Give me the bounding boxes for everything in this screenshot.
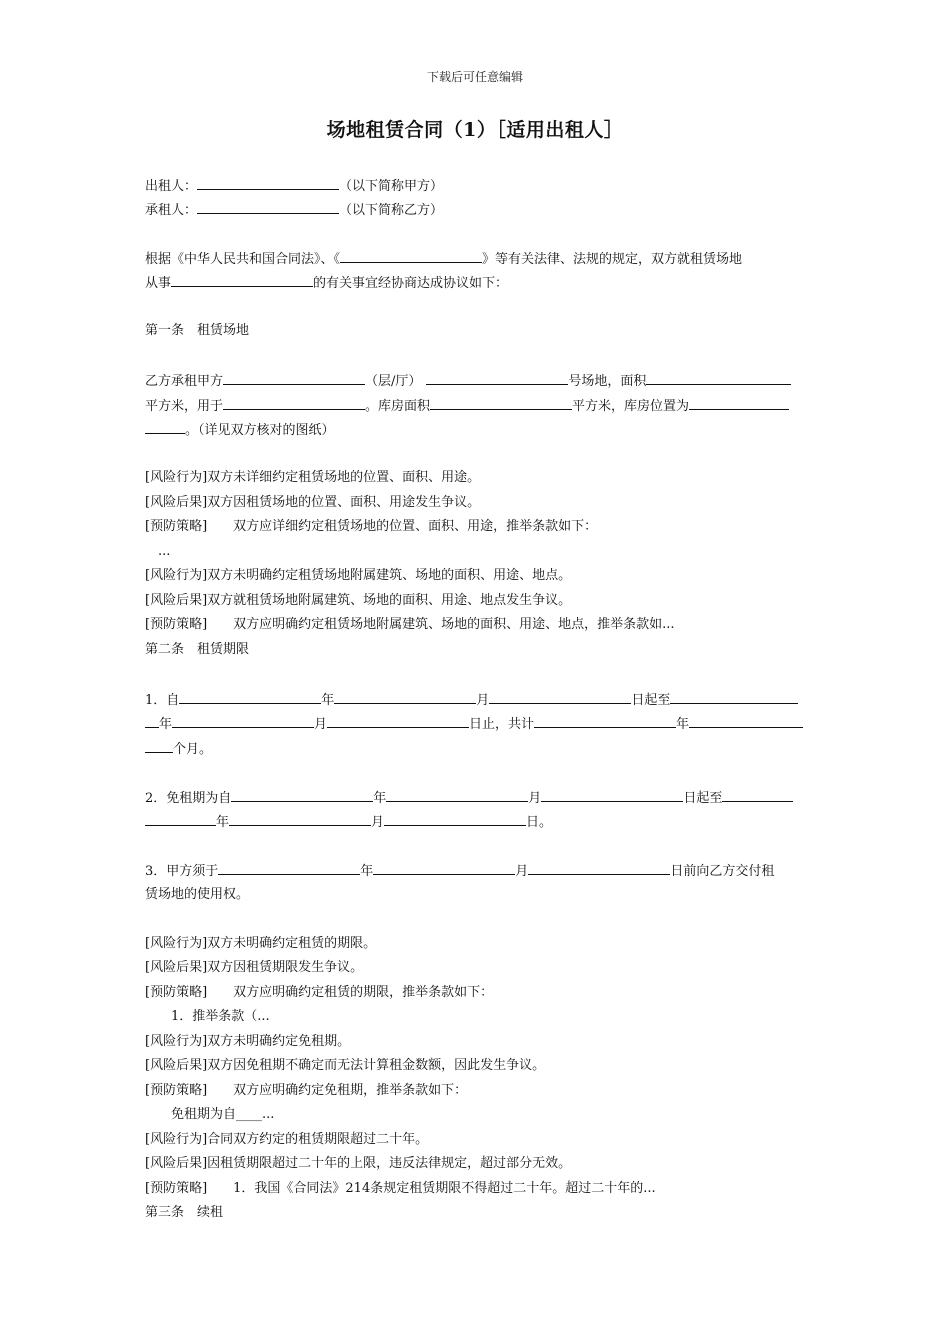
end-month-blank[interactable]: [172, 714, 314, 728]
risk-item: [风险行为]双方未详细约定租赁场地的位置、面积、用途。: [145, 470, 481, 485]
article-text: 号场地，面积: [568, 374, 647, 389]
clause-text: 年: [360, 864, 374, 879]
risk-item: [风险后果]双方因租赁期限发生争议。: [145, 960, 364, 975]
free-end-year-blank[interactable]: [722, 788, 793, 802]
clause-text: 月: [371, 815, 385, 830]
clause-text: 2．免租期为自: [145, 791, 232, 806]
total-years-blank[interactable]: [534, 714, 676, 728]
article-text: 平方米，库房位置为: [572, 399, 690, 414]
article-text: 平方米，用于: [145, 399, 224, 414]
risk-item: 1．推举条款（...: [145, 1009, 270, 1024]
risk-item: ...: [145, 544, 171, 559]
article1-line-3: [145, 420, 335, 440]
clause-text: 3．甲方须于: [145, 864, 219, 879]
clause-text: 月: [528, 791, 542, 806]
risk-item: [风险行为]合同双方约定的租赁期限超过二十年。: [145, 1132, 429, 1147]
clause-text: 月: [314, 717, 328, 732]
clause-text: 1．自: [145, 693, 180, 708]
clause1-line-3: [145, 739, 212, 759]
article1-line-2: [145, 396, 789, 416]
risk-item: [预防策略] 双方应详细约定租赁场地的位置、面积、用途，推举条款如下：: [145, 519, 598, 534]
start-month-blank[interactable]: [334, 690, 476, 704]
clause3-line-1: [145, 861, 774, 881]
article-text: 。库房面积: [365, 399, 431, 414]
usage-blank[interactable]: [223, 396, 365, 410]
delivery-day-blank[interactable]: [528, 861, 670, 875]
delivery-month-blank[interactable]: [373, 861, 515, 875]
storage-location-blank[interactable]: [689, 396, 789, 410]
article2-heading: 第二条 租赁期限: [145, 642, 250, 657]
clause1-line-2: [145, 714, 803, 734]
free-end-month-blank[interactable]: [229, 812, 371, 826]
header-note: 下载后可任意编辑: [426, 70, 523, 84]
clause-text: 日止，共计: [469, 717, 535, 732]
preamble-line-1: [145, 249, 742, 269]
business-blank[interactable]: [171, 273, 313, 287]
lessee-line: [145, 200, 443, 220]
risk-item: [预防策略] 双方应明确约定免租期，推举条款如下：: [145, 1083, 468, 1098]
free-start-day-blank[interactable]: [541, 788, 683, 802]
risk-item: [预防策略] 双方应明确约定租赁的期限，推举条款如下：: [145, 985, 494, 1000]
total-months-blank[interactable]: [689, 714, 803, 728]
lessee-label: 承租人：: [145, 203, 198, 218]
risk-item: [风险后果]双方因租赁场地的位置、面积、用途发生争议。: [145, 495, 481, 510]
risk-item: [预防策略] 1．我国《合同法》214条规定租赁期限不得超过二十年。超过二十年的...: [145, 1181, 656, 1196]
risk-item: [风险行为]双方未明确约定租赁场地附属建筑、场地的面积、用途、地点。: [145, 568, 572, 583]
preamble-text: 从事: [145, 276, 172, 291]
clause-text: 月: [515, 864, 529, 879]
lessor-line: [145, 176, 443, 196]
clause-text: 年: [159, 717, 173, 732]
preamble-line-2: [145, 273, 508, 293]
lessor-label: 出租人：: [145, 179, 198, 194]
site-number-blank[interactable]: [426, 371, 568, 385]
preamble-text: 根据《中华人民共和国合同法》、《: [145, 252, 341, 267]
clause1-line-1: [145, 690, 798, 710]
risk-item: [风险后果]双方就租赁场地附属建筑、场地的面积、用途、地点发生争议。: [145, 593, 572, 608]
clause-text: 日。: [526, 815, 553, 830]
risk-item: [风险后果]双方因免租期不确定而无法计算租金数额，因此发生争议。: [145, 1058, 546, 1073]
article-text: 。（详见双方核对的图纸）: [185, 423, 335, 438]
clause2-line-2: [145, 812, 552, 832]
article3-heading: 第三条 续租: [145, 1205, 224, 1220]
document-title: 场地租赁合同（1）［适用出租人］: [326, 119, 624, 141]
clause2-line-1: [145, 788, 793, 808]
end-year-blank[interactable]: [670, 690, 798, 704]
storage-area-blank[interactable]: [430, 396, 572, 410]
risk-item: 免租期为自____...: [145, 1107, 275, 1122]
floor-blank[interactable]: [223, 371, 365, 385]
clause-text: 年: [676, 717, 690, 732]
law-name-blank[interactable]: [340, 249, 482, 263]
preamble-text: 的有关事宜经协商达成协议如下：: [313, 276, 509, 291]
clause3-line-2: 赁场地的使用权。: [145, 887, 250, 902]
clause-text: 年: [216, 815, 230, 830]
lessee-suffix: （以下简称乙方）: [339, 203, 444, 218]
area-blank[interactable]: [646, 371, 791, 385]
start-year-blank[interactable]: [179, 690, 321, 704]
clause-text: 个月。: [173, 742, 213, 757]
risk-item: [风险行为]双方未明确约定租赁的期限。: [145, 936, 377, 951]
lessee-blank[interactable]: [197, 200, 339, 214]
clause-text: 年: [321, 693, 335, 708]
total-months-blank-cont[interactable]: [145, 739, 173, 753]
risk-item: [风险行为]双方未明确约定免租期。: [145, 1034, 351, 1049]
clause-text: 日起至: [683, 791, 723, 806]
free-end-day-blank[interactable]: [384, 812, 526, 826]
end-day-blank[interactable]: [327, 714, 469, 728]
clause-text: 年: [373, 791, 387, 806]
start-day-blank[interactable]: [489, 690, 631, 704]
article1-line-1: [145, 371, 791, 391]
preamble-text: 》等有关法律、法规的规定，双方就租赁场地: [482, 252, 743, 267]
lessor-blank[interactable]: [197, 176, 339, 190]
clause-text: 月: [476, 693, 490, 708]
end-year-blank-cont[interactable]: [145, 714, 159, 728]
storage-location-blank-cont[interactable]: [145, 420, 185, 434]
risk-item: [风险后果]因租赁期限超过二十年的上限，违反法律规定，超过部分无效。: [145, 1156, 572, 1171]
free-start-month-blank[interactable]: [386, 788, 528, 802]
delivery-year-blank[interactable]: [218, 861, 360, 875]
free-start-year-blank[interactable]: [231, 788, 373, 802]
article-text: （层/厅）: [365, 374, 422, 389]
clause-text: 日起至: [631, 693, 671, 708]
article1-heading: 第一条 租赁场地: [145, 323, 250, 338]
lessor-suffix: （以下简称甲方）: [339, 179, 444, 194]
risk-item: [预防策略] 双方应明确约定租赁场地附属建筑、场地的面积、用途、地点，推举条款如...: [145, 617, 675, 632]
article-text: 乙方承租甲方: [145, 374, 224, 389]
free-end-year-blank-cont[interactable]: [145, 812, 216, 826]
clause-text: 日前向乙方交付租: [670, 864, 775, 879]
